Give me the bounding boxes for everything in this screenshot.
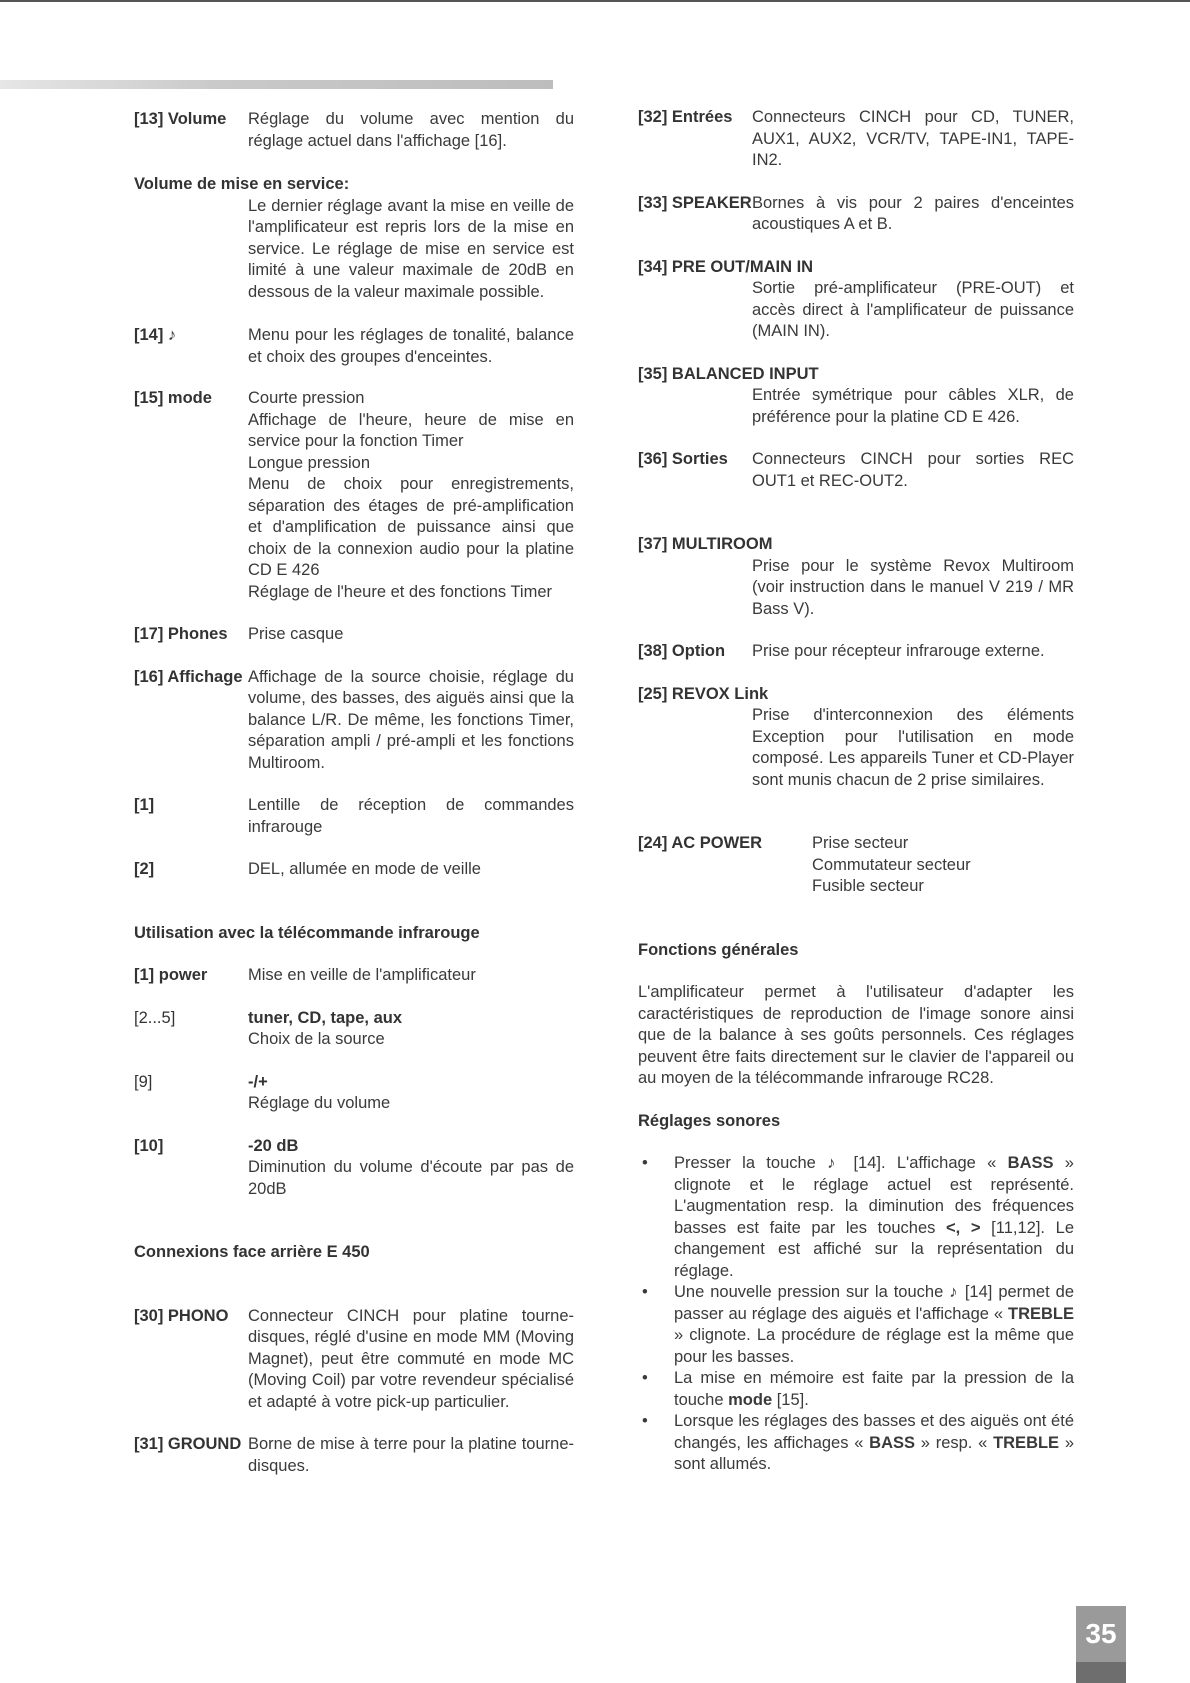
entry-text: Prise pour récepteur infrarouge externe. — [752, 642, 1045, 660]
entry-text: Entrée symétrique pour câbles XLR, de préférence pour la platine CD E 426. — [752, 386, 1074, 426]
page-number: 35 — [1076, 1606, 1126, 1662]
entry-label: [1] power — [134, 966, 208, 984]
entry-text: Connecteur CINCH pour platine tourne-disques, réglé d'usine en mode MM (Moving Magnet), peut être commuté en mode MC (Moving Coil) par votre revendeur spécialisé et adapté à votre pick-up particulier. — [248, 1306, 574, 1411]
bullet-icon: • — [642, 1283, 648, 1301]
heading-sound-settings: Réglages sonores — [638, 1111, 781, 1130]
text-line: Diminution du volume d'écoute par pas de 20dB — [248, 1158, 574, 1198]
entry-label: [15] mode — [134, 389, 212, 407]
entry-label: [13] Volume — [134, 110, 227, 128]
entry-31-ground — [134, 1434, 574, 1477]
entry-32-inputs — [638, 107, 1074, 172]
entry-text: Prise pour le système Revox Multiroom (voir instruction dans le manuel V 219 / MR Bass V). — [752, 556, 1074, 618]
text-line: Fusible secteur — [812, 877, 924, 895]
entry-remote-volume — [134, 1072, 574, 1115]
list-item: • Presser la touche ♪ [14]. L'affichage « BASS » clignote et le réglage actuel est représenté. L'augmentation resp. la diminution des fréquences basses est faite par les touches <, > [11,12]. Le changement est affiché sur la représentation du réglage. — [642, 1154, 1074, 1280]
entry-label: [2] — [134, 860, 155, 878]
heading-remote-control: Utilisation avec la télécommande infrarouge — [134, 923, 480, 942]
entry-label: [33] SPEAKER — [638, 193, 752, 212]
page-number-tab — [1076, 1662, 1126, 1683]
header-bar — [0, 80, 553, 89]
entry-text — [248, 388, 574, 603]
entry-label: [34] PRE OUT/MAIN IN — [638, 257, 814, 276]
entry-label: [1] — [134, 796, 155, 814]
entry-text: Menu pour les réglages de tonalité, balance et choix des groupes d'enceintes. — [248, 326, 574, 366]
text-line: Longue pression — [248, 453, 371, 472]
bullet-icon: • — [642, 1412, 648, 1430]
entry-label: [14] ♪ — [134, 326, 177, 344]
entry-2-led — [134, 859, 574, 881]
entry-text: Lentille de réception de commandes infrarouge — [248, 796, 574, 836]
entry-text: Le dernier réglage avant la mise en veille de l'amplificateur est repris lors de la mise en service. Le réglage de mise en service est limité à une valeur maximale de 20dB en dessous de la valeur maximale possible. — [248, 196, 574, 301]
entry-text: Prise d'interconnexion des éléments Exception pour l'utilisation en mode composé. Les appareils Tuner et CD-Player sont munis chacun de 2 prise similaires. — [752, 706, 1074, 789]
entry-label: [30] PHONO — [134, 1306, 229, 1325]
text-line: Réglage du volume — [248, 1094, 391, 1112]
entry-remote-20db — [134, 1136, 574, 1201]
key-names: -20 dB — [248, 1136, 299, 1155]
left-column — [134, 109, 574, 1477]
entry-37-multiroom — [638, 534, 1074, 620]
entry-25-revox-link — [638, 684, 1074, 792]
entry-text — [812, 833, 1074, 898]
entry-text: Réglage du volume avec mention du réglage actuel dans l'affichage [16]. — [248, 110, 574, 150]
entry-label: [24] AC POWER — [638, 834, 763, 852]
entry-35-balanced — [638, 364, 1074, 429]
entry-text: Affichage de la source choisie, réglage du volume, des basses, des aiguës ainsi que la balance L/R. De même, les fonctions Timer, séparation ampli / pré-ampli et les fonctions Multiroom. — [248, 667, 574, 772]
entry-label: [35] BALANCED INPUT — [638, 364, 819, 383]
entry-text — [248, 1008, 574, 1051]
top-edge-line — [0, 0, 1190, 2]
text-line: Prise secteur — [812, 834, 909, 852]
entry-16-affichage — [134, 667, 574, 775]
text-line: Réglage de l'heure et des fonctions Timer — [248, 582, 552, 601]
entry-text: Prise casque — [248, 625, 344, 643]
entry-text: Bornes à vis pour 2 paires d'enceintes acoustiques A et B. — [752, 193, 1074, 233]
bullet-icon: • — [642, 1154, 648, 1172]
entry-17-phones — [134, 624, 574, 646]
list-item: • Lorsque les réglages des basses et des aiguës ont été changés, les affichages « BASS » resp. « TREBLE » sont allumés. — [642, 1412, 1074, 1473]
entry-label: [32] Entrées — [638, 108, 733, 126]
entry-text — [248, 1072, 574, 1115]
entry-label: [9] — [134, 1072, 153, 1091]
entry-label: [16] Affichage — [134, 667, 243, 686]
entry-text: Mise en veille de l'amplificateur — [248, 966, 476, 984]
entry-33-speaker — [638, 193, 1074, 236]
entry-36-outputs — [638, 449, 1074, 492]
entry-label: [31] GROUND — [134, 1435, 242, 1453]
general-paragraph: L'amplificateur permet à l'utilisateur d'adapter les caractéristiques de reproduction de l'image sonore ainsi que de la balance à ses goûts personnels. Ces réglages peuvent être faits directement sur le clavier de l'appareil ou au moyen de la télécommande infrarouge RC28. — [638, 983, 1074, 1087]
text-line: Courte pression — [248, 389, 365, 407]
entry-text — [248, 1136, 574, 1201]
list-item: • La mise en mémoire est faite par la pression de la touche mode [15]. — [642, 1369, 1074, 1409]
key-names: -/+ — [248, 1072, 268, 1091]
entry-34-pre-out — [638, 257, 1074, 343]
heading-rear-connections: Connexions face arrière E 450 — [134, 1243, 370, 1261]
text-line: Commutateur secteur — [812, 855, 971, 874]
entry-remote-power — [134, 965, 574, 987]
entry-label: [10] — [134, 1136, 164, 1155]
entry-14-tone — [134, 325, 574, 368]
heading-general-functions: Fonctions générales — [638, 940, 799, 959]
entry-label: [2...5] — [134, 1008, 176, 1027]
key-names: tuner, CD, tape, aux — [248, 1008, 403, 1027]
entry-38-option — [638, 641, 1074, 663]
entry-text: Borne de mise à terre pour la platine tourne-disques. — [248, 1435, 574, 1475]
entry-label: [37] MULTIROOM — [638, 535, 773, 553]
entry-text: Sortie pré-amplificateur (PRE-OUT) et accès direct à l'amplificateur de puissance (MAIN IN). — [752, 279, 1074, 340]
entry-15-mode — [134, 388, 574, 603]
entry-remote-sources — [134, 1008, 574, 1051]
entry-label: [25] REVOX Link — [638, 684, 769, 703]
text-line: Choix de la source — [248, 1030, 385, 1048]
entry-label: Volume de mise en service: — [134, 175, 350, 193]
right-column — [638, 107, 1074, 1476]
entry-text: Connecteurs CINCH pour sorties REC OUT1 et REC-OUT2. — [752, 450, 1074, 490]
entry-1-ir-lens — [134, 795, 574, 838]
entry-label: [17] Phones — [134, 625, 228, 643]
entry-30-phono — [134, 1306, 574, 1414]
entry-24-ac-power — [638, 833, 1074, 898]
entry-label: [38] Option — [638, 642, 726, 660]
bullet-icon: • — [642, 1369, 648, 1387]
entry-text: Connecteurs CINCH pour CD, TUNER, AUX1, AUX2, VCR/TV, TAPE-IN1, TAPE-IN2. — [752, 108, 1074, 169]
text-line: Menu de choix pour enregistrements, séparation des étages de pré-amplification et d'amplification de puissance ainsi que choix de la connexion audio pour la platine CD E 426 — [248, 475, 574, 579]
entry-13-volume — [134, 109, 574, 152]
list-item: • Une nouvelle pression sur la touche ♪ [14] permet de passer au réglage des aiguës et l'affichage « TREBLE » clignote. La procédure de réglage est la même que pour les basses. — [642, 1283, 1074, 1366]
sound-settings-list — [638, 1153, 1074, 1476]
entry-text: DEL, allumée en mode de veille — [248, 860, 481, 878]
text-line: Affichage de l'heure, heure de mise en service pour la fonction Timer — [248, 410, 574, 450]
entry-label: [36] Sorties — [638, 450, 728, 468]
entry-volume-mise-en-service — [134, 174, 574, 303]
